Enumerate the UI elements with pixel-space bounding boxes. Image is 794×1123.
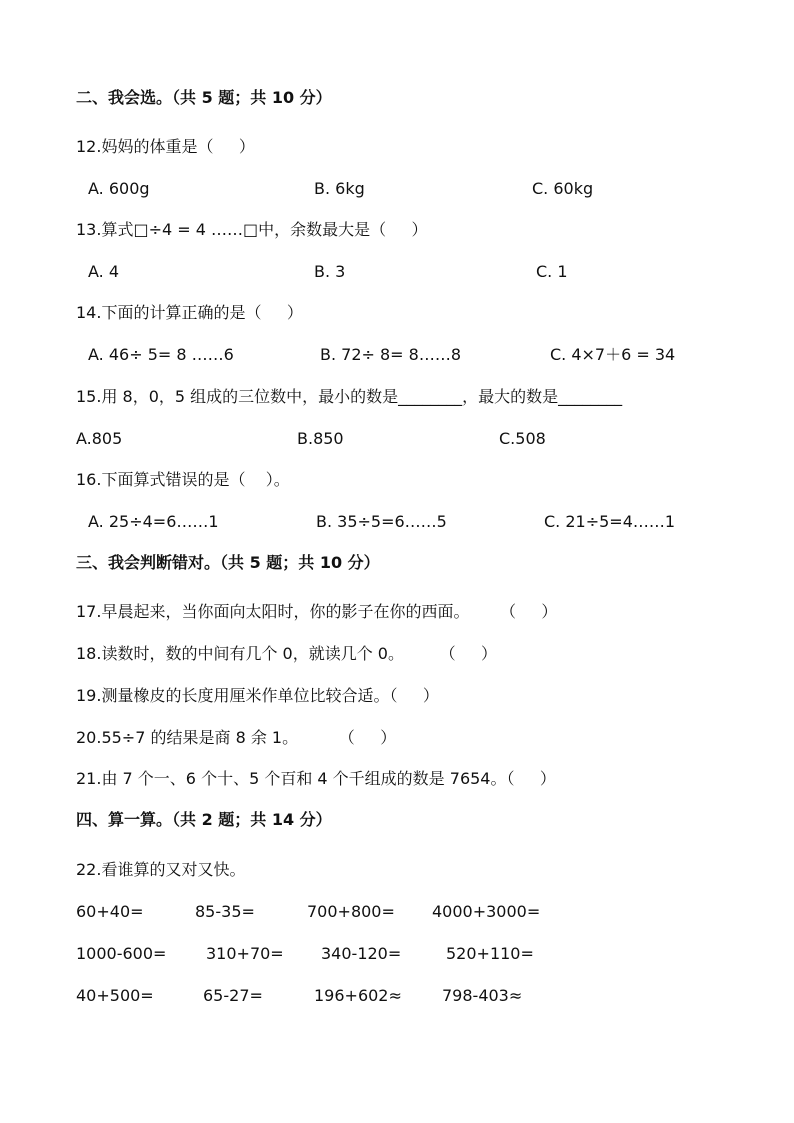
- question-16-option-b: B. 35÷5=6……5: [316, 512, 447, 531]
- question-14-option-b: B. 72÷ 8= 8……8: [320, 345, 462, 364]
- question-20-stem: 20.55÷7 的结果是商 8 余 1。 （ ）: [76, 728, 397, 747]
- question-12-stem: 12.妈妈的体重是（ ）: [76, 137, 255, 156]
- calc-item: 1000-600=: [76, 944, 167, 963]
- question-15-option-a: A.805: [76, 429, 123, 448]
- question-12-option-a: A. 600g: [88, 179, 150, 198]
- question-13-option-a: A. 4: [88, 262, 120, 281]
- calc-item: 700+800=: [307, 902, 395, 921]
- question-12-option-b: B. 6kg: [314, 179, 365, 198]
- question-17-stem: 17.早晨起来，当你面向太阳时，你的影子在你的西面。 （ ）: [76, 602, 558, 621]
- calc-item: 85-35=: [195, 902, 255, 921]
- question-15-option-b: B.850: [297, 429, 344, 448]
- question-14-option-a: A. 46÷ 5= 8 ……6: [88, 345, 234, 364]
- question-15-stem: 15.用 8，0，5 组成的三位数中，最小的数是________，最大的数是________: [76, 387, 623, 406]
- question-13-option-c: C. 1: [536, 262, 568, 281]
- question-12-option-c: C. 60kg: [532, 179, 594, 198]
- question-13-option-b: B. 3: [314, 262, 346, 281]
- question-22-stem: 22.看谁算的又对又快。: [76, 860, 246, 879]
- calc-item: 520+110=: [446, 944, 534, 963]
- calc-item: 40+500=: [76, 986, 154, 1005]
- calc-item: 60+40=: [76, 902, 144, 921]
- section-judge-title: 三、我会判断错对。（共 5 题；共 10 分）: [76, 553, 380, 572]
- calc-item: 4000+3000=: [432, 902, 541, 921]
- calc-item: 196+602≈: [314, 986, 402, 1005]
- question-13-stem: 13.算式□÷4 = 4 ……□中，余数最大是（ ）: [76, 220, 428, 239]
- question-19-stem: 19.测量橡皮的长度用厘米作单位比较合适。（ ）: [76, 686, 439, 705]
- question-21-stem: 21.由 7 个一、6 个十、5 个百和 4 个千组成的数是 7654。（ ）: [76, 769, 556, 788]
- section-calc-title: 四、算一算。（共 2 题；共 14 分）: [76, 810, 332, 829]
- calc-item: 65-27=: [203, 986, 263, 1005]
- calc-item: 340-120=: [321, 944, 402, 963]
- question-14-stem: 14.下面的计算正确的是（ ）: [76, 303, 303, 322]
- question-14-option-c: C. 4×7＋6 = 34: [550, 345, 676, 364]
- question-16-option-a: A. 25÷4=6……1: [88, 512, 219, 531]
- question-15-option-c: C.508: [499, 429, 546, 448]
- section-choice-title: 二、我会选。（共 5 题；共 10 分）: [76, 88, 332, 107]
- calc-item: 798-403≈: [442, 986, 523, 1005]
- question-18-stem: 18.读数时，数的中间有几个 0，就读几个 0。 （ ）: [76, 644, 498, 663]
- calc-item: 310+70=: [206, 944, 284, 963]
- question-16-option-c: C. 21÷5=4……1: [544, 512, 676, 531]
- question-16-stem: 16.下面算式错误的是（ ）。: [76, 470, 290, 489]
